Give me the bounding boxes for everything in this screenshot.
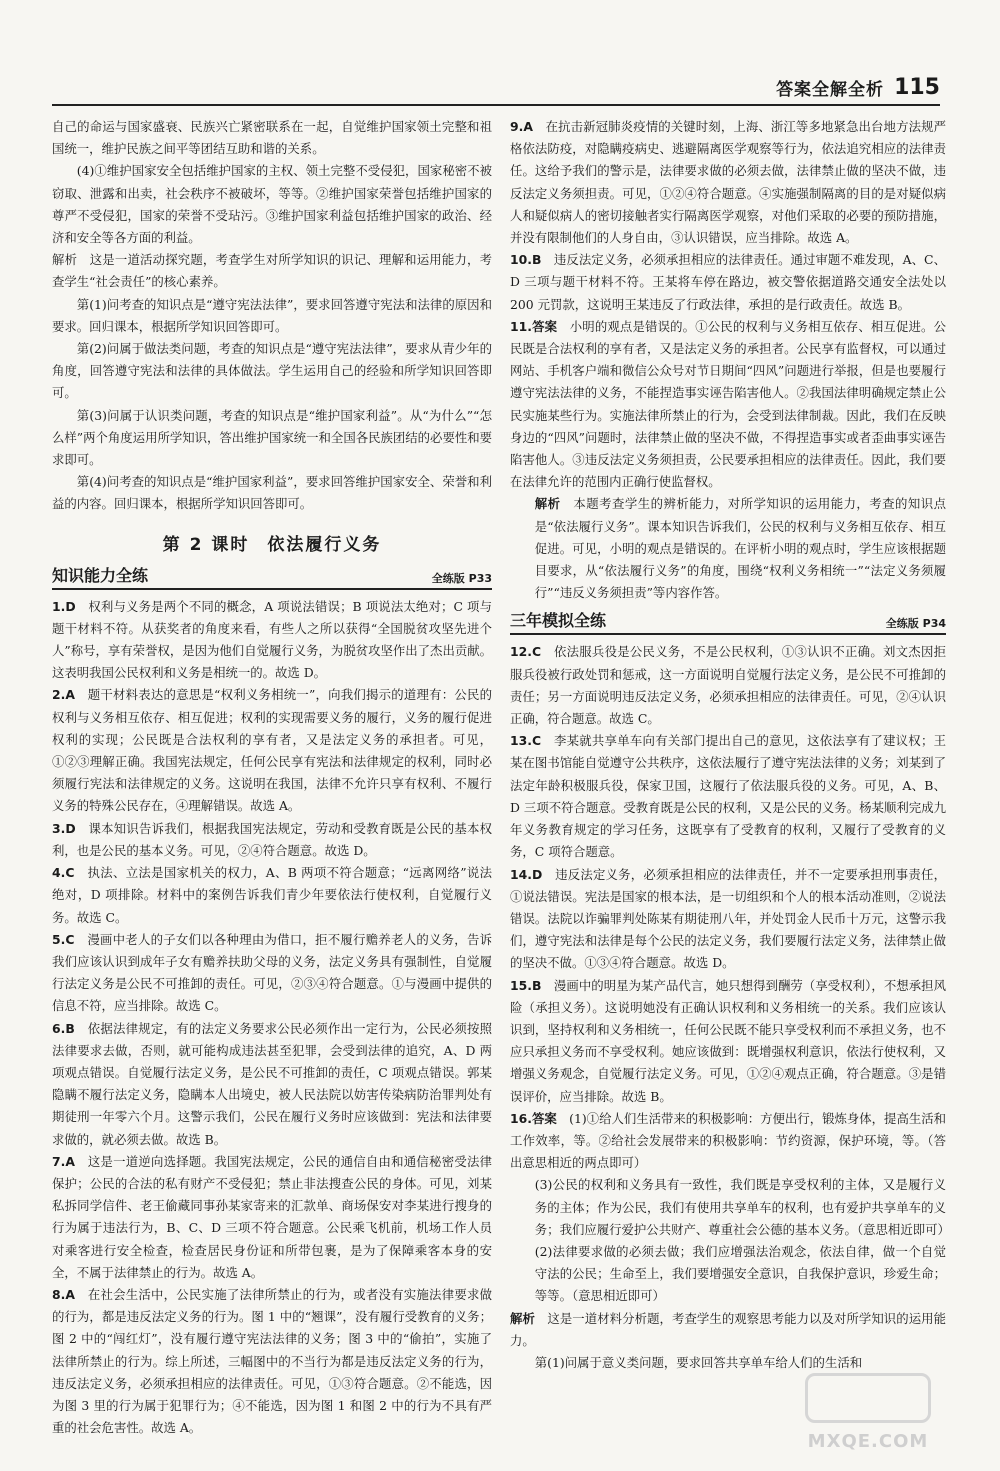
answer-text: (2)法律要求做的必须去做；我们应增强法治观念，依法自律，做一个自觉守法的公民；生命至上，我们要增强安全意识，自我保护意识，珍爱生命；等等。（意思相近即可）: [534, 1243, 946, 1304]
answer-item: [510, 1241, 946, 1308]
answer-item: [52, 818, 492, 862]
answer-item: [52, 596, 492, 685]
answer-text: 执法、立法是国家机关的权力，A、B 两项不符合题意；“远离网络”说法绝对，D 项排除。材料中的案例告诉我们青少年要依法行使权利，自觉履行义务。故选 C。: [52, 865, 492, 925]
answer-item: [52, 1018, 492, 1151]
answer-number: 解析: [510, 1310, 535, 1326]
answer-text: 漫画中的明星为某产品代言，她只想得到酬劳（享受权利），不想承担风险（承担义务）。这说明她没有正确认识权利和义务相统一的关系。我们应该认识到，坚持权利和义务相统一，任何公民既不能只享受权利而不承担义务，也不应只承担义务而不享受权利。她应该做到：既增强权利意识，依法行使权利，又增强义务观念，自觉履行法定义务。可见，①②④观点正确，符合题意。③是错误评价，应当排除。故选 B。: [510, 977, 946, 1104]
lesson-heading: [52, 530, 492, 555]
answer-number: 3.D: [52, 820, 76, 836]
left-column: [52, 116, 492, 1439]
answer-text: 违反法定义务，必须承担相应的法律责任，并不一定要承担刑事责任，①说法错误。宪法是国家的根本法，是一切组织和个人的根本活动准则，②说法错误。法院以诈骗罪判处陈某有期徒刑八年，并处罚金人民币十万元，这警示我们，遵守宪法和法律是每个公民的法定义务，我们要履行法定义务，法律禁止做的坚决不做。①③④符合题意。故选 D。: [510, 866, 946, 971]
answer-text: 违反法定义务，必须承担相应的法律责任。通过审题不难发现，A、C、D 三项与题干材料不符。王某将车停在路边，被交警依据道路交通安全法处以 200 元罚款，这说明王某违反了行政法律，承担的是行政责任。故选 B。: [510, 252, 946, 312]
section-name: 三年模拟全练: [510, 611, 607, 631]
watermark-logo-icon: [805, 1373, 931, 1423]
answer-number: 解析: [534, 496, 561, 512]
paragraph: (4)①维护国家安全包括维护国家的主权、领土完整不受侵犯，国家秘密不被窃取、泄露和出卖，社会秩序不被破坏，等等。②维护国家荣誉包括维护国家的尊严不受侵犯，国家的荣誉不受玷污。③维护国家利益包括维护国家的政治、经济和安全等各方面的利益。: [52, 163, 492, 246]
answer-number: 6.B: [52, 1020, 75, 1036]
answer-number: 15.B: [510, 977, 542, 993]
answer-item: [510, 493, 946, 604]
answer-text: 题干材料表达的意思是“权利义务相统一”，向我们揭示的道理有：公民的权利与义务相互依存、相互促进；权利的实现需要义务的履行，义务的履行促进权利的实现；公民既是合法权利的享有者，又是法定义务的承担者。可见，①②③理解正确。我国宪法规定，任何公民享有宪法和法律规定的权利，同时必须履行宪法和法律规定的义务。这说明在我国，法律不允许只享有权利、不履行义务的特殊公民存在，④理解错误。故选 A。: [52, 687, 493, 814]
answer-item: [510, 249, 946, 316]
answer-number: 13.C: [510, 733, 542, 749]
section-ref: 全练版 P33: [431, 571, 492, 585]
answer-number: 7.A: [52, 1153, 75, 1169]
answer-number: 8.A: [52, 1286, 75, 1302]
answer-item: [510, 1352, 946, 1374]
answer-number: 12.C: [510, 644, 542, 660]
answer-item: [510, 641, 946, 730]
answer-item: [52, 929, 492, 1018]
answer-text: (3)公民的权利和义务具有一致性，我们既是享受权利的主体，又是履行义务的主体；作为公民，我们有使用共享单车的权利，也有爱护共享单车的义务；我们应履行爱护公共财产、尊重社会公德的基本义务。（意思相近即可）: [534, 1177, 950, 1237]
answer-number: 14.D: [510, 866, 543, 882]
answer-text: 这是一道材料分析题，考查学生的观察思考能力以及对所学知识的运用能力。: [510, 1310, 947, 1348]
answer-item: [52, 862, 492, 929]
answer-item: [510, 116, 946, 249]
answer-number: 11.答案: [510, 318, 558, 334]
answer-item: [510, 730, 946, 863]
answer-text: 这是一道逆向选择题。我国宪法规定，公民的通信自由和通信秘密受法律保护；公民的合法的私有财产不受侵犯；禁止非法搜查公民的身体。可见，刘某私拆同学信件、老王偷藏同事孙某家寄来的汇款单、商场保安对李某进行搜身的行为属于违法行为，B、C、D 三项不符合题意。公民乘飞机前，机场工作人员对乘客进行安全检查，检查居民身份证和所带包裹，是为了保障乘客本身的安全，不属于法律禁止的行为。故选 A。: [52, 1153, 493, 1280]
answer-number: 4.C: [52, 865, 75, 881]
header-rule: [52, 104, 940, 106]
answer-text: 权利与义务是两个不同的概念，A 项说法错误；B 项说法太绝对；C 项与题干材料不符。从获奖者的角度来看，有些人之所以获得“全国脱贫攻坚先进个人”称号，享有荣誉权，是因为他们自觉履行义务，为脱贫攻坚作出了杰出贡献。这表明我国公民权利和义务是相统一的。故选 D。: [52, 598, 493, 681]
watermark: [788, 1373, 948, 1452]
section-header: [510, 608, 946, 635]
answer-number: 2.A: [52, 687, 75, 703]
lesson-name: 依法履行义务: [267, 534, 382, 555]
right-column: [510, 116, 950, 1374]
answer-text: (1)①给人们生活带来的积极影响：方便出行，锻炼身体，提高生活和工作效率，等。②给社会发展带来的积极影响：节约资源，保护环境，等。（答出意思相近的两点即可）: [510, 1110, 947, 1171]
answer-number: 5.C: [52, 931, 75, 947]
page-header: [776, 72, 940, 102]
answer-item: [510, 864, 946, 975]
answer-item: [510, 1108, 946, 1175]
answer-text: 在抗击新冠肺炎疫情的关键时刻，上海、浙江等多地紧急出台地方法规严格依法防疫，对隐瞒疫病史、逃避隔离医学观察等行为，依法追究相应的法律责任。这给予我们的警示是，法律要求做的必须去做，法律禁止做的坚决不做，违反法定义务须担责。可见，①②④符合题意。④实施强制隔离的目的是对疑似病人和疑似病人的密切接触者实行隔离医学观察，对他们采取的必要的预防措施，并没有限制他们的人身自由，③认识错误，应当排除。故选 A。: [510, 119, 947, 246]
paragraph: 第(4)问考查的知识点是“维护国家利益”，要求回答维护国家安全、荣誉和利益的内容。回归课本，根据所学知识回答即可。: [52, 474, 492, 512]
answer-text: 李某就共享单车向有关部门提出自己的意见，这依法享有了建议权；王某在图书馆能自觉遵守公共秩序，这依法履行了遵守宪法法律的义务；刘某到了法定年龄积极服兵役，保家卫国，这履行了依法服兵役的义务。可见，A、B、D 三项不符合题意。受教育既是公民的权利，又是公民的义务。杨某顺利完成九年义务教育规定的学习任务，这既享有了受教育的权利，又履行了受教育的义务，C 项符合题意。: [510, 733, 947, 860]
answer-text: 漫画中老人的子女们以各种理由为借口，拒不履行赡养老人的义务，告诉我们应该认识到成年子女有赡养扶助父母的义务，法定义务具有强制性，自觉履行法定义务是公民不可推卸的责任。可见，②③④符合题意。①与漫画中提供的信息不符，应当排除。故选 C。: [52, 931, 493, 1014]
answer-text: 依据法律规定，有的法定义务要求公民必须作出一定行为，公民必须按照法律要求去做，否则，就可能构成违法甚至犯罪，会受到法律的追究，A、D 两项观点错误。自觉履行法定义务，是公民不可推卸的责任，C 项观点错误。郭某隐瞒不履行法定义务，隐瞒本人出境史，被人民法院以妨害传染病防治罪判处有期徒刑一年零六个月。这警示我们，公民在履行义务时应该做到：宪法和法律要求做的，就必须去做。故选 B。: [52, 1020, 493, 1147]
section-name: 知识能力全练: [52, 565, 149, 585]
answer-text: 第(1)问属于意义类问题，要求回答共享单车给人们的生活和: [534, 1354, 863, 1370]
header-title: 答案全解全析: [776, 79, 885, 100]
paragraph: 第(2)问属于做法类问题，考查的知识点是“遵守宪法法律”，要求从青少年的角度，回答遵守宪法和法律的具体做法。学生运用自己的经验和所学知识回答即可。: [52, 341, 492, 401]
paragraph: 第(3)问属于认识类问题，考查的知识点是“维护国家利益”。从“为什么”“怎么样”两个角度运用所学知识，答出维护国家统一和全国各民族团结的必要性和要求即可。: [52, 407, 493, 468]
watermark-url: MXQE.COM: [807, 1431, 929, 1452]
answer-item: [510, 1308, 946, 1352]
section-header: [52, 563, 492, 590]
answer-text: 依法服兵役是公民义务，不是公民权利，①③认识不正确。刘文杰因拒服兵役被行政处罚和惩戒，这一方面说明自觉履行法定义务，是公民不可推卸的责任；另一方面说明违反法定义务，必须承担相应的法律责任。可见，②④认识正确，符合题意。故选 C。: [510, 644, 947, 727]
analysis-paragraph: 解析 这是一道活动探究题，考查学生对所学知识的识记、理解和运用能力，考查学生“社会责任”的核心素养。: [52, 252, 492, 290]
answer-number: 10.B: [510, 252, 542, 268]
answer-item: [510, 316, 946, 494]
answer-text: 在社会生活中，公民实施了法律所禁止的行为，或者没有实施法律要求做的行为，都是违反法定义务的行为。图 1 中的“翘课”，没有履行受教育的义务；图 2 中的“闯红灯”，没有履行遵守宪法法律的义务；图 3 中的“偷拍”，实施了法律所禁止的行为。综上所述，三幅图中的不当行为都是违反法定义务的行为，违反法定义务，必须承担相应的法律责任。可见，①③符合题意。②不能选，因为图 3 里的行为属于犯罪行为；④不能选，因为图 1 和图 2 中的行为不具有严重的社会危害性。故选 A。: [52, 1286, 493, 1436]
answer-item: [52, 1284, 492, 1439]
lesson-title: 第 2 课时: [162, 534, 250, 555]
page-number: 115: [894, 74, 940, 100]
section-ref: 全练版 P34: [885, 617, 946, 631]
answer-item: [510, 1174, 950, 1241]
answer-item: [52, 1151, 492, 1284]
answer-text: 本题考查学生的辨析能力，对所学知识的运用能力，考查的知识点是“依法履行义务”。课本知识告诉我们，公民的权利与义务相互依存、相互促进。可见，小明的观点是错误的。在评析小明的观点时，学生应该根据题目要求，从“依法履行义务”的角度，围绕“权利义务相统一”“法定义务须履行”“违反义务须担责”等内容作答。: [534, 496, 947, 601]
answer-text: 小明的观点是错误的。①公民的权利与义务相互依存、相互促进。公民既是合法权利的享有者，又是法定义务的承担者。公民享有监督权，可以通过网站、手机客户端和微信公众号对节日期间“四风”问题进行举报，但是也要履行遵守宪法法律的义务，不能捏造事实诬告陷害他人。②我国法律明确规定禁止公民实施某些行为。实施法律所禁止的行为，会受到法律制裁。因此，我们在反映身边的“四风”问题时，法律禁止做的坚决不做，不得捏造事实或者歪曲事实诬告陷害他人。③违反法定义务须担责，公民要承担相应的法律责任。因此，我们要在法律允许的范围内正确行使监督权。: [510, 318, 946, 490]
answer-item: [52, 684, 492, 817]
paragraph: 第(1)问考查的知识点是“遵守宪法法律”，要求回答遵守宪法和法律的原因和要求。回归课本，根据所学知识回答即可。: [52, 296, 492, 334]
answer-number: 16.答案: [510, 1110, 557, 1126]
answer-number: 1.D: [52, 598, 76, 614]
paragraph: 自己的命运与国家盛衰、民族兴亡紧密联系在一起，自觉维护国家领土完整和祖国统一，维护民族之间平等团结互助和谐的关系。: [52, 119, 492, 157]
answer-item: [510, 975, 946, 1108]
answer-number: 9.A: [510, 119, 533, 134]
answer-text: 课本知识告诉我们，根据我国宪法规定，劳动和受教育既是公民的基本权利，也是公民的基本义务。可见，②④符合题意。故选 D。: [52, 820, 493, 858]
